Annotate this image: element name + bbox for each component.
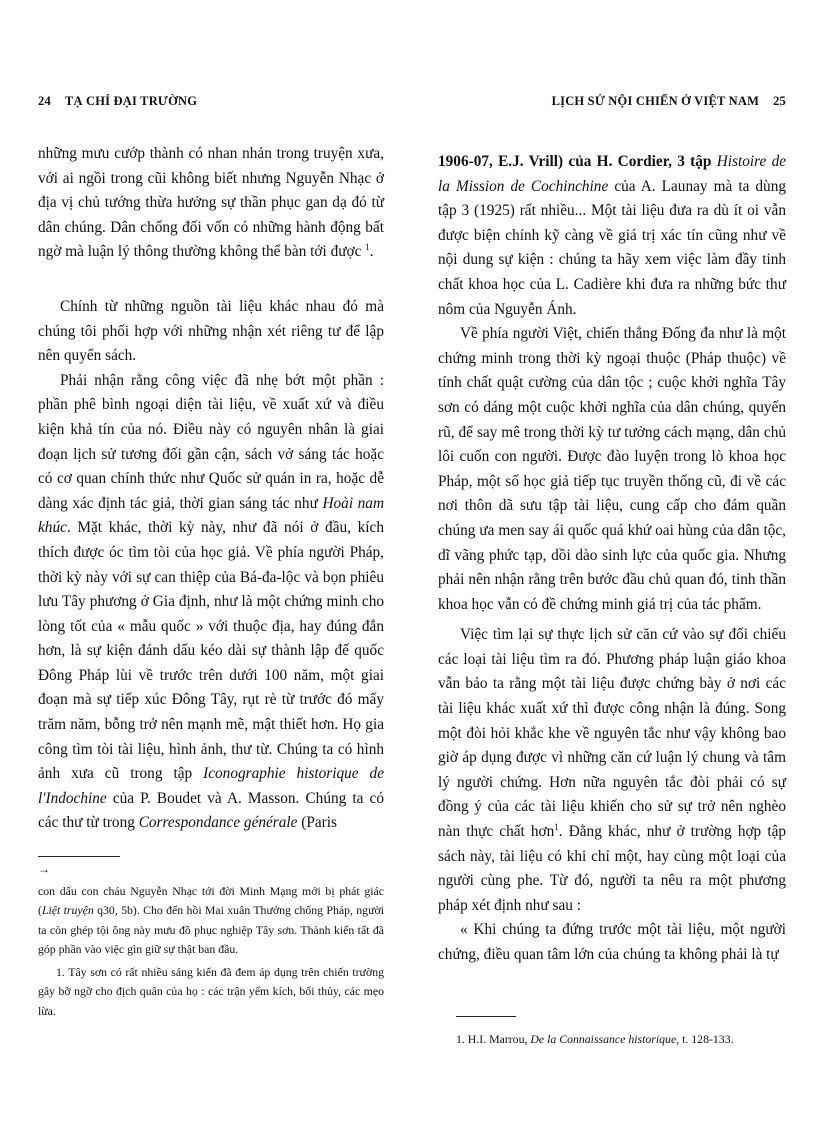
title-iconographie: Iconographie historique de l'Indochine xyxy=(38,765,384,807)
left-body-text xyxy=(38,142,384,836)
paragraph-sources: Chính từ những nguồn tài liệu khác nhau đó mà chúng tôi phối hợp với những nhận xét riêng tư để lập nên quyển sách. xyxy=(38,297,384,365)
footnote-ref: 1 xyxy=(365,242,370,253)
right-footnote-rule xyxy=(456,1016,516,1017)
paragraph-criticism: Phải nhận rằng công việc đã nhẹ bớt một phần : phần phê bình ngoại diện tài liệu, về xuất xứ và điều kiện khả tín của nó. Điều này có nguyên nhân là giai đoạn lịch sử tương đối gần cận, sách vở sáng tác hoặc có cơ quan chính thức như Quốc sử quán in ra, hoặc dễ dàng xác định tác giả, thời gian sáng tác như Hoài nam khúc. Mặt khác, thời kỳ này, như đã nói ở đầu, kích thích được óc tìm tòi của học giả. Về phía người Pháp, thời kỳ này với sự can thiệp của Bá-đa-lộc và bọn phiêu lưu Tây phương ở Gia định, như là một chứng minh cho lòng tốt của « mẫu quốc » với thuộc địa, hay đúng đắn hơn, là sự kiện đánh dấu kéo dài sự thành lập đế quốc Đông Pháp lùi về trước trên dưới 100 năm, một giai đoạn mà sự tiếp xúc Đông Tây, rụt rè từ trước đó mấy trăm năm, bỗng trở nên mạnh mẽ, mật thiết hơn. Họ gia công tìm tòi tài liệu, hình ảnh, thư từ. Chúng ta có hình ảnh xưa cũ trong tập Iconographie historique de l'Indochine của P. Boudet và A. Masson. Chúng ta có các thư từ trong Correspondance générale (Paris xyxy=(38,371,384,832)
title-hoai-nam-khuc: Hoài nam khúc xyxy=(38,494,384,537)
paragraph-vietnamese-side: Về phía người Việt, chiến thắng Đống đa như là một chứng minh trong thời kỳ ngoại thuộc (Pháp thuộc) về tính chất quật cường của dân tộc ; cuộc khởi nghĩa Tây sơn có dáng một cuộc khởi nghĩa của dân chúng, quyến rũ, để say mê trong thời kỳ tư tưởng cách mạng, dân chủ lôi cuốn con người. Được đào luyện trong lò khoa học Pháp, một số học giả tiếp tục truyền thống cũ, đi về các nơi thôn dã sưu tập tài liệu, cung cấp cho đám quần chúng ưa men say ái quốc quá khứ oai hùng của dân tộc, dĩ vãng phức tạp, dồi dào sinh lực của quốc gia. Nhưng phải nên nhận rằng trên bước đầu chủ quan đó, tinh thần khoa học vẫn có đề chứng minh giá trị của tác phẩm. xyxy=(438,325,786,613)
paragraph-quote: « Khi chúng ta đứng trước một tài liệu, một người chứng, điều quan tâm lớn của chúng ta không phải là tự xyxy=(438,921,786,963)
footnote-marrou: 1. H.I. Marrou, De la Connaissance historique, t. 128-133. xyxy=(456,1032,734,1046)
paragraph-gap xyxy=(38,265,384,295)
right-page-number: 25 xyxy=(773,94,786,108)
right-page xyxy=(408,0,816,1123)
left-footnotes xyxy=(38,860,384,1021)
right-running-head: LỊCH SỬ NỘI CHIẾN Ở VIỆT NAM xyxy=(551,94,760,108)
left-footnote-rule xyxy=(38,856,120,857)
footnote-continuation: con dấu con cháu Nguyễn Nhạc tới đời Minh Mạng mới bị phát giác (Liệt truyện q30, 5b). Cho đến hồi Mai xuân Thưởng chống Pháp, người ta còn ghép tội ông này mưu đồ phục nghiệp Tây sơn. Thành kiến tất đã góp phần vào việc gìn giữ sự thật ban đầu. xyxy=(38,883,384,956)
right-running-header xyxy=(438,94,786,109)
intro-paragraph: những mưu cướp thành có nhan nhản trong truyện xưa, với ai ngồi trong cũi không biết nhưng Nguyễn Nhạc ở địa vị chủ tướng thừa hưởng sự thần phục gan dạ đó từ dân chúng. Dân chống đối vốn có những hành động bất ngờ mà luận lý thông thường không thể bàn tới được $^1$. xyxy=(38,145,384,261)
continuation-arrow: → xyxy=(38,862,50,876)
title-connaissance: De la Connaissance historique xyxy=(530,1032,677,1046)
footnote-1: 1. Tây sơn có rất nhiều sáng kiến đã đem áp dụng trên chiến trường gây bỡ ngỡ cho địch quân của họ : các trận yểm kích, bối thủy, các mẹo lừa. xyxy=(38,964,384,1018)
right-body-text xyxy=(438,150,786,968)
left-running-head: TẠ CHÍ ĐẠI TRƯỜNG xyxy=(64,94,198,108)
left-page-number: 24 xyxy=(38,94,51,108)
title-histoire-mission: Histoire de la Mission de Cochinchine xyxy=(438,153,787,195)
paragraph-method: Việc tìm lại sự thực lịch sử căn cứ vào sự đối chiếu các loại tài liệu tìm ra đó. Phương pháp luận giáo khoa vẫn bảo ta rằng một tài liệu được chứng bày ở nơi các tài liệu khác xuất xứ thì được công nhận là đúng. Song một đòi hỏi khắc khe về nguyên tắc như vậy không bao giờ áp dụng được vì những căn cứ luận lý chung và tâm lý người chứng. Hơn nữa nguyên tắc đòi phải có sự đồng ý của các tài liệu khiến cho sử sự trở nên nghèo nàn thực chất hơn$^1$. Đằng khác, như ở trường hợp tập sách này, tài liệu có khi chỉ một, hay cùng một loại của người cùng phe. Từ đó, người ta nêu ra một phương pháp xét định như sau : xyxy=(438,626,787,914)
footnote-ref: 1 xyxy=(554,821,559,832)
right-footnotes xyxy=(456,1030,786,1050)
left-running-header xyxy=(38,94,384,109)
title-correspondance: Correspondance générale xyxy=(138,814,298,832)
paragraph-cordier: 1906-07, E.J. Vrill) của H. Cordier, 3 tập Histoire de la Mission de Cochinchine của A. Launay mà ta dùng tập 3 (1925) rất nhiều... Một tài liệu đưa ra dù ít oi vẫn được biện chính kỹ càng về giá trị xác tín cũng như về nội dung sự kiện : chúng ta hãy xem việc làm đầy tinh chất khoa học của L. Cadière khi đưa ra những bức thư nôm của Nguyễn Ánh. xyxy=(438,153,787,318)
